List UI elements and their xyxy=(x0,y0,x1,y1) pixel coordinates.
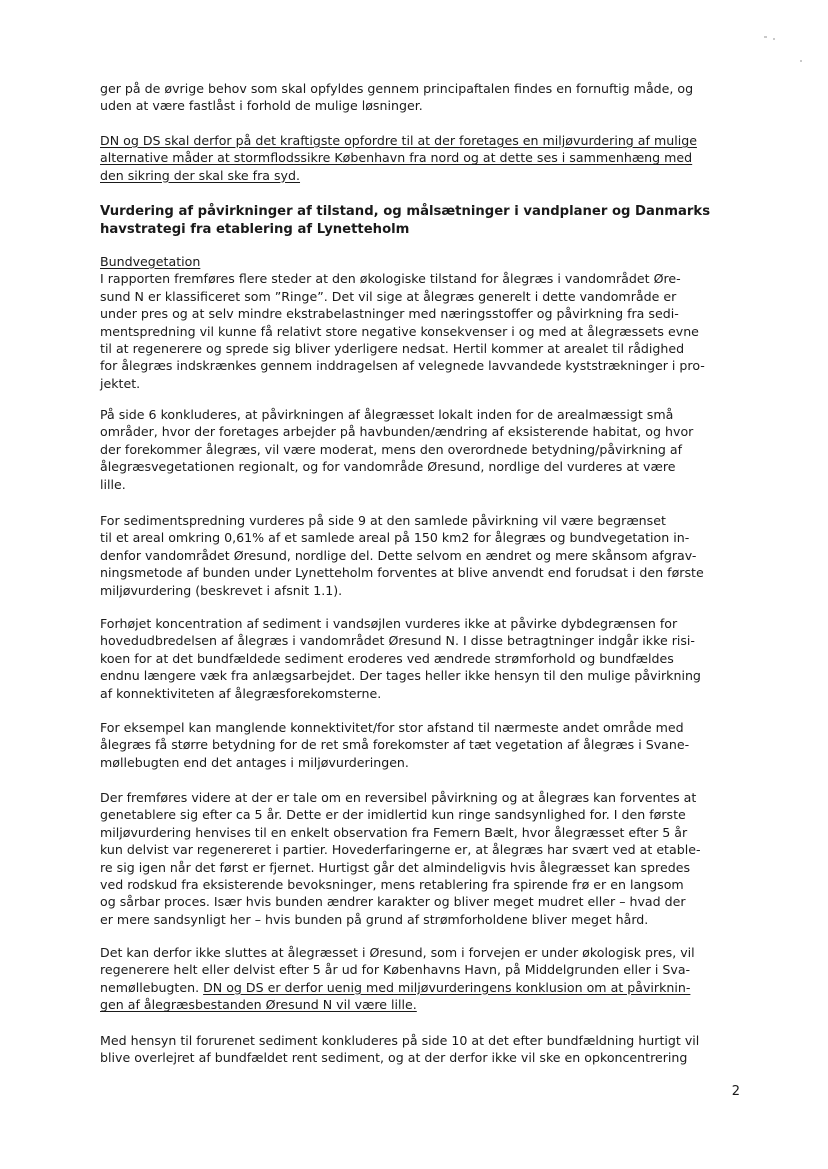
text-line: På side 6 konkluderes, at påvirkningen af ålegræsset lokalt inden for de arealmæssigt små xyxy=(100,407,674,422)
paragraph-4 xyxy=(100,406,745,493)
page-number: 2 xyxy=(731,1084,740,1099)
text-line: Med hensyn til forurenet sediment konkluderes på side 10 at det efter bundfældning hurtigt vil xyxy=(100,1033,700,1048)
text-line: ger på de øvrige behov som skal opfyldes gennem principaftalen findes en fornuftig måde, og xyxy=(100,81,694,96)
text-line: hovedudbredelsen af ålegræs i vandområdet Øresund N. I disse betragtninger indgår ikke risi- xyxy=(100,633,695,649)
text-line: mentspredning vil kunne få relativt store negative konsekvenser i og med at ålegræssets evne xyxy=(100,323,699,339)
text-line: for ålegræs indskrænkes gennem inddragelsen af velegnede lavvandede kyststrækninger i pro- xyxy=(100,358,705,374)
text-line: til et areal omkring 0,61% af et samlede areal på 150 km2 for ålegræs og bundvegetation in- xyxy=(100,530,690,546)
text-line: er mere sandsynligt her – hvis bunden på grund af strømforholdene bliver meget hård. xyxy=(100,911,649,927)
text-line-mixed xyxy=(100,979,745,996)
text-line: regenerere helt eller delvist efter 5 år ud for Københavns Havn, på Middelgrunden eller i Sva- xyxy=(100,962,691,978)
heading-line: Vurdering af påvirkninger af tilstand, og målsætninger i vandplaner og Danmarks xyxy=(100,204,711,219)
paragraph-10 xyxy=(100,1032,745,1067)
text-line: ved rodskud fra eksisterende bevoksninger, mens retablering fra spirende frø er en langsom xyxy=(100,877,684,893)
text-line: alternative måder at stormflodssikre København fra nord og at dette ses i sammenhæng med xyxy=(100,150,693,166)
text-line: og sårbar proces. Især hvis bunden ændrer karakter og bliver meget mudret eller – hvad der xyxy=(100,894,686,910)
text-line: DN og DS skal derfor på det kraftigste opfordre til at der foretages en miljøvurdering af mulige xyxy=(100,133,697,148)
text-line: Det kan derfor ikke sluttes at ålegræsset i Øresund, som i forvejen er under økologisk pres, vil xyxy=(100,945,695,960)
paragraph-1 xyxy=(100,80,745,115)
text-line: miljøvurdering (beskrevet i afsnit 1.1). xyxy=(100,582,343,598)
text-line: Der fremføres videre at der er tale om en reversibel påvirkning og at ålegræs kan forventes at xyxy=(100,790,697,805)
scan-speck xyxy=(764,36,767,38)
text-line: der forekommer ålegræs, vil være moderat, mens den overordnede betydning/påvirkning af xyxy=(100,441,683,457)
paragraph-2-underlined xyxy=(100,132,745,184)
text-line: uden at være fastlåst i forhold de mulige løsninger. xyxy=(100,98,423,114)
text-line: miljøvurdering henvises til en enkelt observation fra Femern Bælt, hvor ålegræsset efter 5 år xyxy=(100,824,688,840)
subheading: Bundvegetation xyxy=(100,254,201,269)
text-line: I rapporten fremføres flere steder at den økologiske tilstand for ålegræs i vandområdet Øre- xyxy=(100,271,681,287)
text-line: til at regenerere og sprede sig bliver yderligere nedsat. Hertil kommer at arealet til rådighed xyxy=(100,341,685,357)
text-line: lille. xyxy=(100,476,126,492)
heading-line: havstrategi fra etablering af Lynetteholm xyxy=(100,222,410,237)
text-line: For sedimentspredning vurderes på side 9 at den samlede påvirkning vil være begrænset xyxy=(100,513,666,528)
text-line: ålegræs få større betydning for de ret små forekomster af tæt vegetation af ålegræs i Svane- xyxy=(100,737,690,753)
text-line: af konnektiviteten af ålegræsforekomsterne. xyxy=(100,685,382,701)
text-line: sund N er klassificeret som ”Ringe”. Det vil sige at ålegræs generelt i dette vandområde er xyxy=(100,288,677,304)
text-line: Forhøjet koncentration af sediment i vandsøjlen vurderes ikke at påvirke dybdegrænsen for xyxy=(100,616,678,631)
text-line: endnu længere væk fra anlægsarbejdet. Der tages heller ikke hensyn til den mulige påvirkning xyxy=(100,668,701,684)
paragraph-7 xyxy=(100,719,745,771)
text-line: den sikring der skal ske fra syd. xyxy=(100,167,301,183)
paragraph-9 xyxy=(100,944,745,1014)
paragraph-8 xyxy=(100,789,745,928)
scan-speck xyxy=(800,60,802,62)
text-line: jektet. xyxy=(100,375,141,391)
text-line: blive overlejret af bundfældet rent sediment, og at der derfor ikke vil ske en opkoncentrering xyxy=(100,1050,688,1066)
text-segment: nemøllebugten. xyxy=(100,979,204,995)
paragraph-6 xyxy=(100,615,745,702)
paragraph-5 xyxy=(100,512,745,599)
underlined-segment: DN og DS er derfor uenig med miljøvurderingens konklusion om at påvirknin- xyxy=(203,979,691,995)
text-line: ningsmetode af bunden under Lynetteholm forventes at blive anvendt end forudsat i den første xyxy=(100,565,704,581)
text-line: møllebugten end det antages i miljøvurderingen. xyxy=(100,754,409,770)
text-line: re sig igen når det først er fjernet. Hurtigst går det almindeligvis hvis ålegræsset kan spredes xyxy=(100,859,691,875)
scan-speck xyxy=(773,38,775,40)
text-line: koen for at det bundfældede sediment eroderes ved ændrede strømforhold og bundfældes xyxy=(100,650,674,666)
paragraph-3 xyxy=(100,253,745,392)
text-line: kun delvist var regenereret i partier. Hovederfaringerne er, at ålegræs har svært ved at etable- xyxy=(100,842,701,858)
text-line: denfor vandområdet Øresund, nordlige del. Dette selvom en ændret og mere skånsom afgrav- xyxy=(100,547,697,563)
text-line: under pres og at selv mindre ekstrabelastninger med næringsstoffer og påvirkning fra sedi- xyxy=(100,306,679,322)
section-heading xyxy=(100,203,745,239)
text-line: genetablere sig efter ca 5 år. Dette er der imidlertid kun ringe sandsynlighed for. I den første xyxy=(100,807,686,823)
text-line: områder, hvor der foretages arbejder på havbunden/ændring af eksisterende habitat, og hvor xyxy=(100,424,694,440)
underlined-line: gen af ålegræsbestanden Øresund N vil være lille. xyxy=(100,997,417,1013)
text-line: For eksempel kan manglende konnektivitet/for stor afstand til nærmeste andet område med xyxy=(100,720,684,735)
text-line: ålegræsvegetationen regionalt, og for vandområde Øresund, nordlige del vurderes at være xyxy=(100,459,676,475)
